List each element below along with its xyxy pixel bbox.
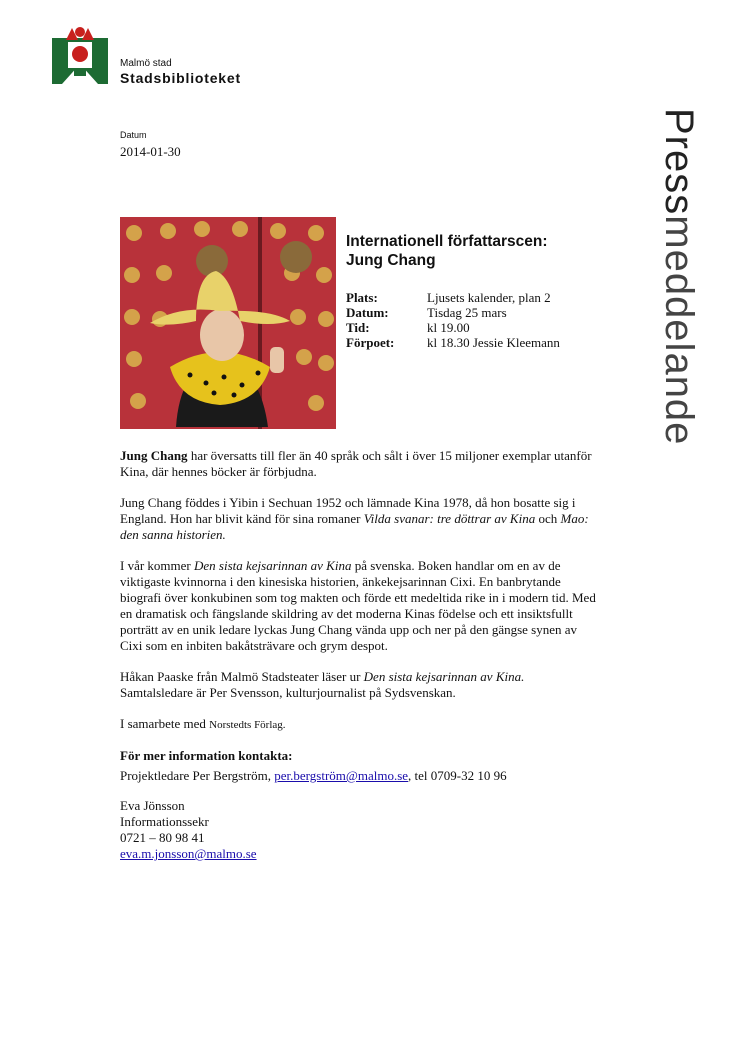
detail-value: kl 18.30 Jessie Kleemann	[427, 335, 560, 350]
paragraph-text: har översatts till fler än 40 språk och sålt i över 15 miljoner exemplar utanför Kina, där hennes böcker är förbjudna.	[120, 448, 592, 479]
paragraph-text: I samarbete med	[120, 716, 210, 731]
author-name: Jung Chang	[120, 448, 188, 463]
event-info	[346, 232, 606, 350]
date-label: Datum	[120, 130, 147, 140]
publisher-name: Norstedts Förlag.	[209, 719, 286, 731]
paragraph-partner	[120, 716, 600, 733]
detail-key: Tid:	[346, 320, 370, 335]
detail-value: kl 19.00	[427, 320, 470, 335]
event-title-line2: Jung Chang	[346, 252, 436, 269]
detail-row	[346, 335, 606, 350]
book-title: Den sista kejsarinnan av Kina	[194, 558, 352, 573]
contact-name: Eva Jönsson	[120, 798, 185, 813]
detail-row	[346, 305, 606, 320]
malmo-stad-logo	[52, 24, 108, 84]
paragraph-intro	[120, 448, 600, 480]
date-value: 2014-01-30	[120, 144, 181, 159]
detail-row	[346, 320, 606, 335]
book-title: Mao: den sanna historien.	[120, 511, 589, 542]
paragraph-text: Håkan Paaske från Malmö Stadsteater läser ur	[120, 669, 364, 684]
detail-value: Ljusets kalender, plan 2	[427, 290, 551, 305]
contact-heading: För mer information kontakta:	[120, 748, 293, 763]
book-title: Vilda svanar: tre döttrar av Kina	[363, 511, 536, 526]
vertical-title-bold: Press	[657, 108, 701, 216]
detail-key: Förpoet:	[346, 335, 395, 350]
pressmeddelande-vertical-title	[658, 108, 700, 445]
book-title: Den sista kejsarinnan av Kina.	[363, 669, 525, 684]
email-link-eva[interactable]: eva.m.jonsson@malmo.se	[120, 846, 257, 861]
paragraph-text: I vår kommer	[120, 558, 195, 573]
event-title-line1: Internationell författarscen:	[346, 233, 548, 250]
email-link-per[interactable]: per.bergström@malmo.se	[274, 768, 409, 783]
paragraph-text: Samtalsledare är Per Svensson, kulturjournalist på Sydsvenskan.	[120, 685, 456, 700]
detail-row	[346, 290, 606, 305]
paragraph-text: Jung Chang föddes i Yibin i Sechuan 1952 och lämnade Kina 1978, då hon bosatte sig i England. Hon har blivit känd för sina romaner	[120, 495, 576, 526]
library-name: Stadsbiblioteket	[120, 70, 241, 86]
author-photo	[120, 217, 336, 429]
paragraph-bio	[120, 495, 600, 543]
paragraph-text: på svenska. Boken handlar om en av de viktigaste kvinnorna i den kinesiska historien, änkekejsarinnan Cixi. En banbrytande biografi över konkubinen som tog makten och förde ett medeltida rike in i modern tid. Med en dramatisk och fängslande skildring av det moderna Kinas födelse och ett insiktsfullt porträtt av en unik ledare lyckas Jung Chang vända upp och ner på den gängse synen av Cixi som en inbiten bakåtsträvare och grym despot.	[120, 558, 596, 653]
city-name: Malmö stad	[120, 58, 172, 69]
detail-key: Datum:	[346, 305, 389, 320]
vertical-title-thin: meddelande	[657, 215, 701, 446]
contact-line	[120, 768, 600, 784]
detail-value: Tisdag 25 mars	[427, 305, 507, 320]
press-body	[120, 448, 600, 862]
contact-text: , tel 0709-32 10 96	[408, 768, 507, 783]
paragraph-reading	[120, 669, 600, 701]
contact-text: Projektledare Per Bergström,	[120, 768, 275, 783]
contact-role: Informationssekr	[120, 814, 209, 829]
paragraph-text: och	[535, 511, 561, 526]
event-title	[346, 232, 606, 270]
signature-block	[120, 798, 600, 862]
organization-name	[120, 58, 241, 86]
event-details	[346, 290, 606, 350]
contact-phone: 0721 – 80 98 41	[120, 830, 205, 845]
detail-key: Plats:	[346, 290, 378, 305]
paragraph-book	[120, 558, 600, 654]
